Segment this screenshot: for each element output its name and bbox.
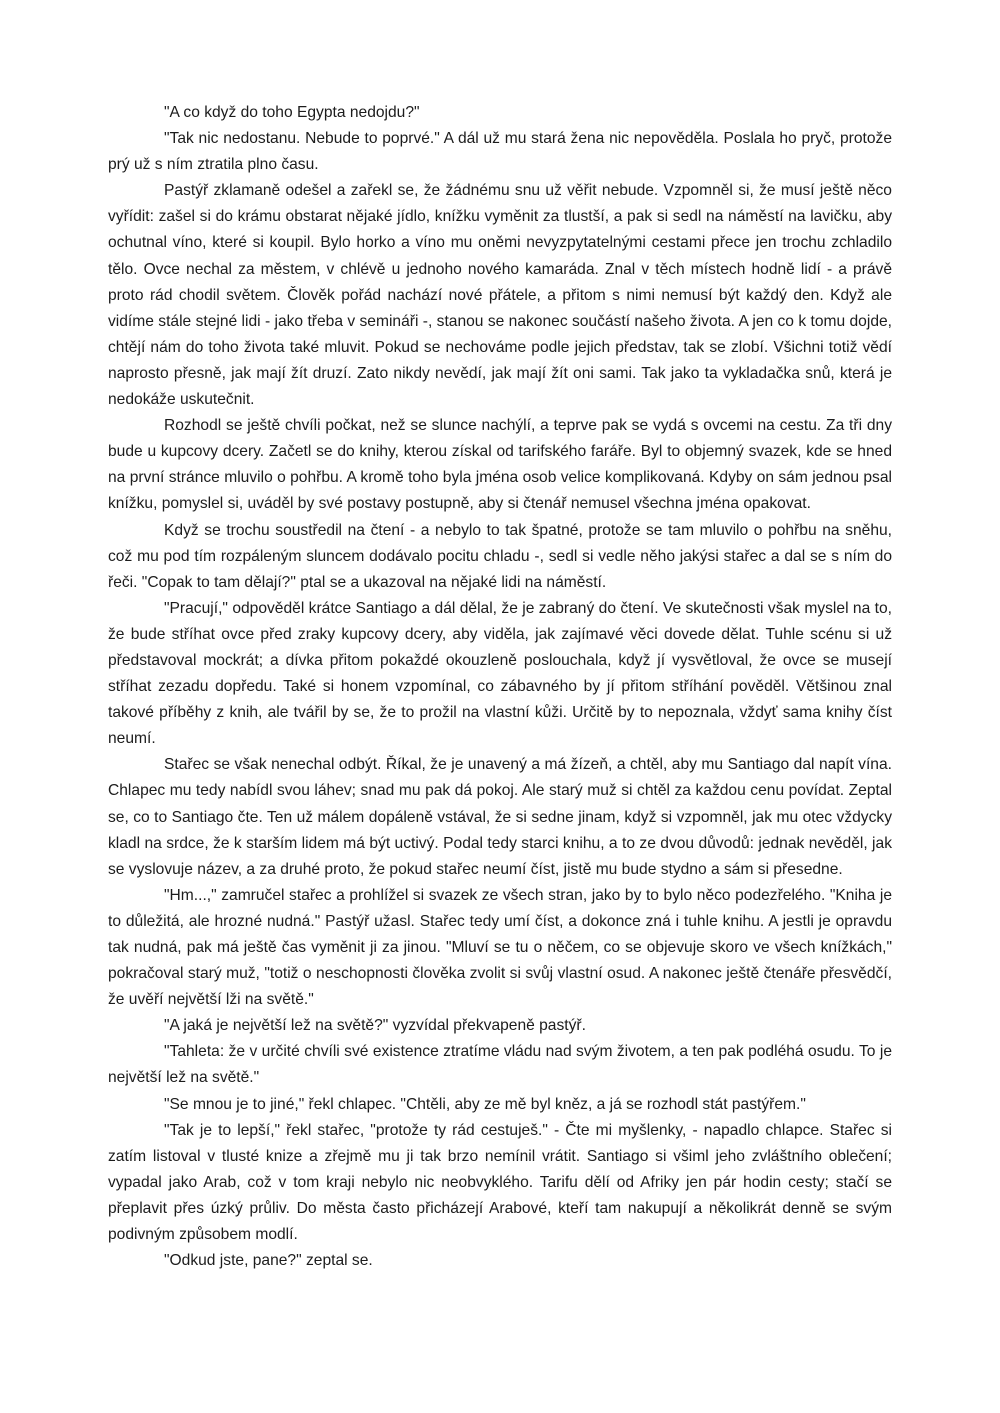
paragraph-8: "Hm...," zamručel stařec a prohlížel si svazek ze všech stran, jako by to bylo něco podezřelého. "Kniha je to důležitá, ale hrozné nudná." Pastýř užasl. Stařec tedy umí číst, a dokonce zná i tuhle knihu. A jestli je opravdu tak nudná, pak má ještě čas vyměnit ji za jinou. "Mluví se tu o něčem, co se objevuje skoro ve všech knížkách," pokračoval starý muž, "totiž o neschopnosti člověka zvolit si svůj vlastní osud. A nakonec ještě čtenáře přesvědčí, že uvěří největší lži na světě." — [108, 886, 892, 1009]
paragraph-7: Stařec se však nenechal odbýt. Říkal, že je unavený a má žízeň, a chtěl, aby mu Santiago dal napít vína. Chlapec mu tedy nabídl svou láhev; snad mu pak dá pokoj. Ale starý muž si chtěl za každou cenu povídat. Zeptal se, co to Santiago čte. Ten už málem dopáleně vstával, že si sedne jinam, když si vzpomněl, jak mu otec vždycky kladl na srdce, že k starším lidem má být uctivý. Podal tedy starci knihu, a to ze dvou důvodů: jednak nevěděl, jak se vyslovuje název, a za druhé proto, že pokud stařec neumí číst, jistě mu bude stydno a sám si přesedne. — [108, 756, 892, 878]
paragraph-10: "Tahleta: že v určité chvíli své existence ztratíme vládu nad svým životem, a ten pak podléhá osudu. To je největší lež na světě." — [108, 1043, 892, 1087]
document-page — [108, 100, 892, 1274]
paragraph-3: Pastýř zklamaně odešel a zařekl se, že žádnému snu už věřit nebude. Vzpomněl si, že musí ještě něco vyřídit: zašel si do krámu obstarat nějaké jídlo, knížku vyměnit za tlustší, a pak si sedl na náměstí na lavičku, aby ochutnal víno, které si koupil. Bylo horko a víno mu oněmi nevyzpytatelnými cestami přece jen trochu zchladilo tělo. Ovce nechal za městem, v chlévě u jednoho nového kamaráda. Znal v těch místech hodně lidí - a právě proto rád chodil světem. Člověk pořád nachází nové přátele, a přitom s nimi nemusí být každý den. Když ale vidíme stále stejné lidi - jako třeba v semináři -, stanou se nakonec součástí našeho života. A jen co k tomu dojde, chtějí nám do toho života také mluvit. Pokud se nechováme podle jejich představ, tak se zlobí. Všichni totiž vědí naprosto přesně, jak mají žít druzí. Zato nikdy nevědí, jak mají žít oni sami. Tak jako ta vykladačka snů, která je nedokáže uskutečnit. — [108, 182, 892, 409]
paragraph-4: Rozhodl se ještě chvíli počkat, než se slunce nachýlí, a teprve pak se vydá s ovcemi na cestu. Za tři dny bude u kupcovy dcery. Začetl se do knihy, kterou získal od tarifského faráře. Byl to objemný svazek, kde se hned na první stránce mluvilo o pohřbu. A kromě toho byla jména osob velice komplikovaná. Kdyby on sám jednou psal knížku, pomyslel si, uváděl by své postavy postupně, aby si čtenář nemusel všechna jména opakovat. — [108, 417, 892, 513]
paragraph-9: "A jaká je největší lež na světě?" vyzvídal překvapeně pastýř. — [164, 1017, 586, 1035]
paragraph-1: "A co když do toho Egypta nedojdu?" — [164, 104, 420, 121]
paragraph-11: "Se mnou je to jiné," řekl chlapec. "Chtěli, aby ze mě byl kněz, a já se rozhodl stát pastýřem." — [164, 1095, 806, 1113]
paragraph-12: "Tak je to lepší," řekl stařec, "protože ty rád cestuješ." - Čte mi myšlenky, - napadlo chlapce. Stařec si zatím listoval v tlusté knize a zřejmě mu ji tak brzo nemínil vrátit. Santiago si všiml jeho zvláštního oblečení; vypadal jako Arab, což v tom kraji nebylo nic neobvyklého. Tarifu dělí od Afriky jen pár hodin cesty; stačí se přeplavit přes úzký průliv. Do města často přicházejí Arabové, kteří tam nakupují a několikrát denně se svým podivným způsobem modlí. — [108, 1121, 892, 1244]
paragraph-2: "Tak nic nedostanu. Nebude to poprvé." A dál už mu stará žena nic nepověděla. Poslala ho pryč, protože prý už s ním ztratila plno času. — [108, 130, 892, 174]
paragraph-5: Když se trochu soustředil na čtení - a nebylo to tak špatné, protože se tam mluvilo o pohřbu na sněhu, což mu pod tím rozpáleným sluncem dodávalo pocitu chladu -, sedl si vedle něho jakýsi stařec a dal se s ním do řeči. "Copak to tam dělají?" ptal se a ukazoval na nějaké lidi na náměstí. — [108, 521, 892, 591]
paragraph-6: "Pracují," odpověděl krátce Santiago a dál dělal, že je zabraný do čtení. Ve skutečnosti však myslel na to, že bude stříhat ovce před zraky kupcovy dcery, aby viděla, jak zajímavé věci dovede dělat. Tuhle scénu si už představoval mockrát; a dívka přitom pokaždé okouzleně poslouchala, když jí vysvětloval, že ovce se musejí stříhat zezadu dopředu. Také si honem vzpomínal, co zábavného by jí přitom stříhání pověděl. Většinou znal takové příběhy z knih, ale tvářil by se, že to prožil na vlastní kůži. Určitě by to nepoznala, vždyť sama knihy číst neumí. — [108, 599, 892, 748]
paragraph-13: "Odkud jste, pane?" zeptal se. — [164, 1252, 373, 1270]
